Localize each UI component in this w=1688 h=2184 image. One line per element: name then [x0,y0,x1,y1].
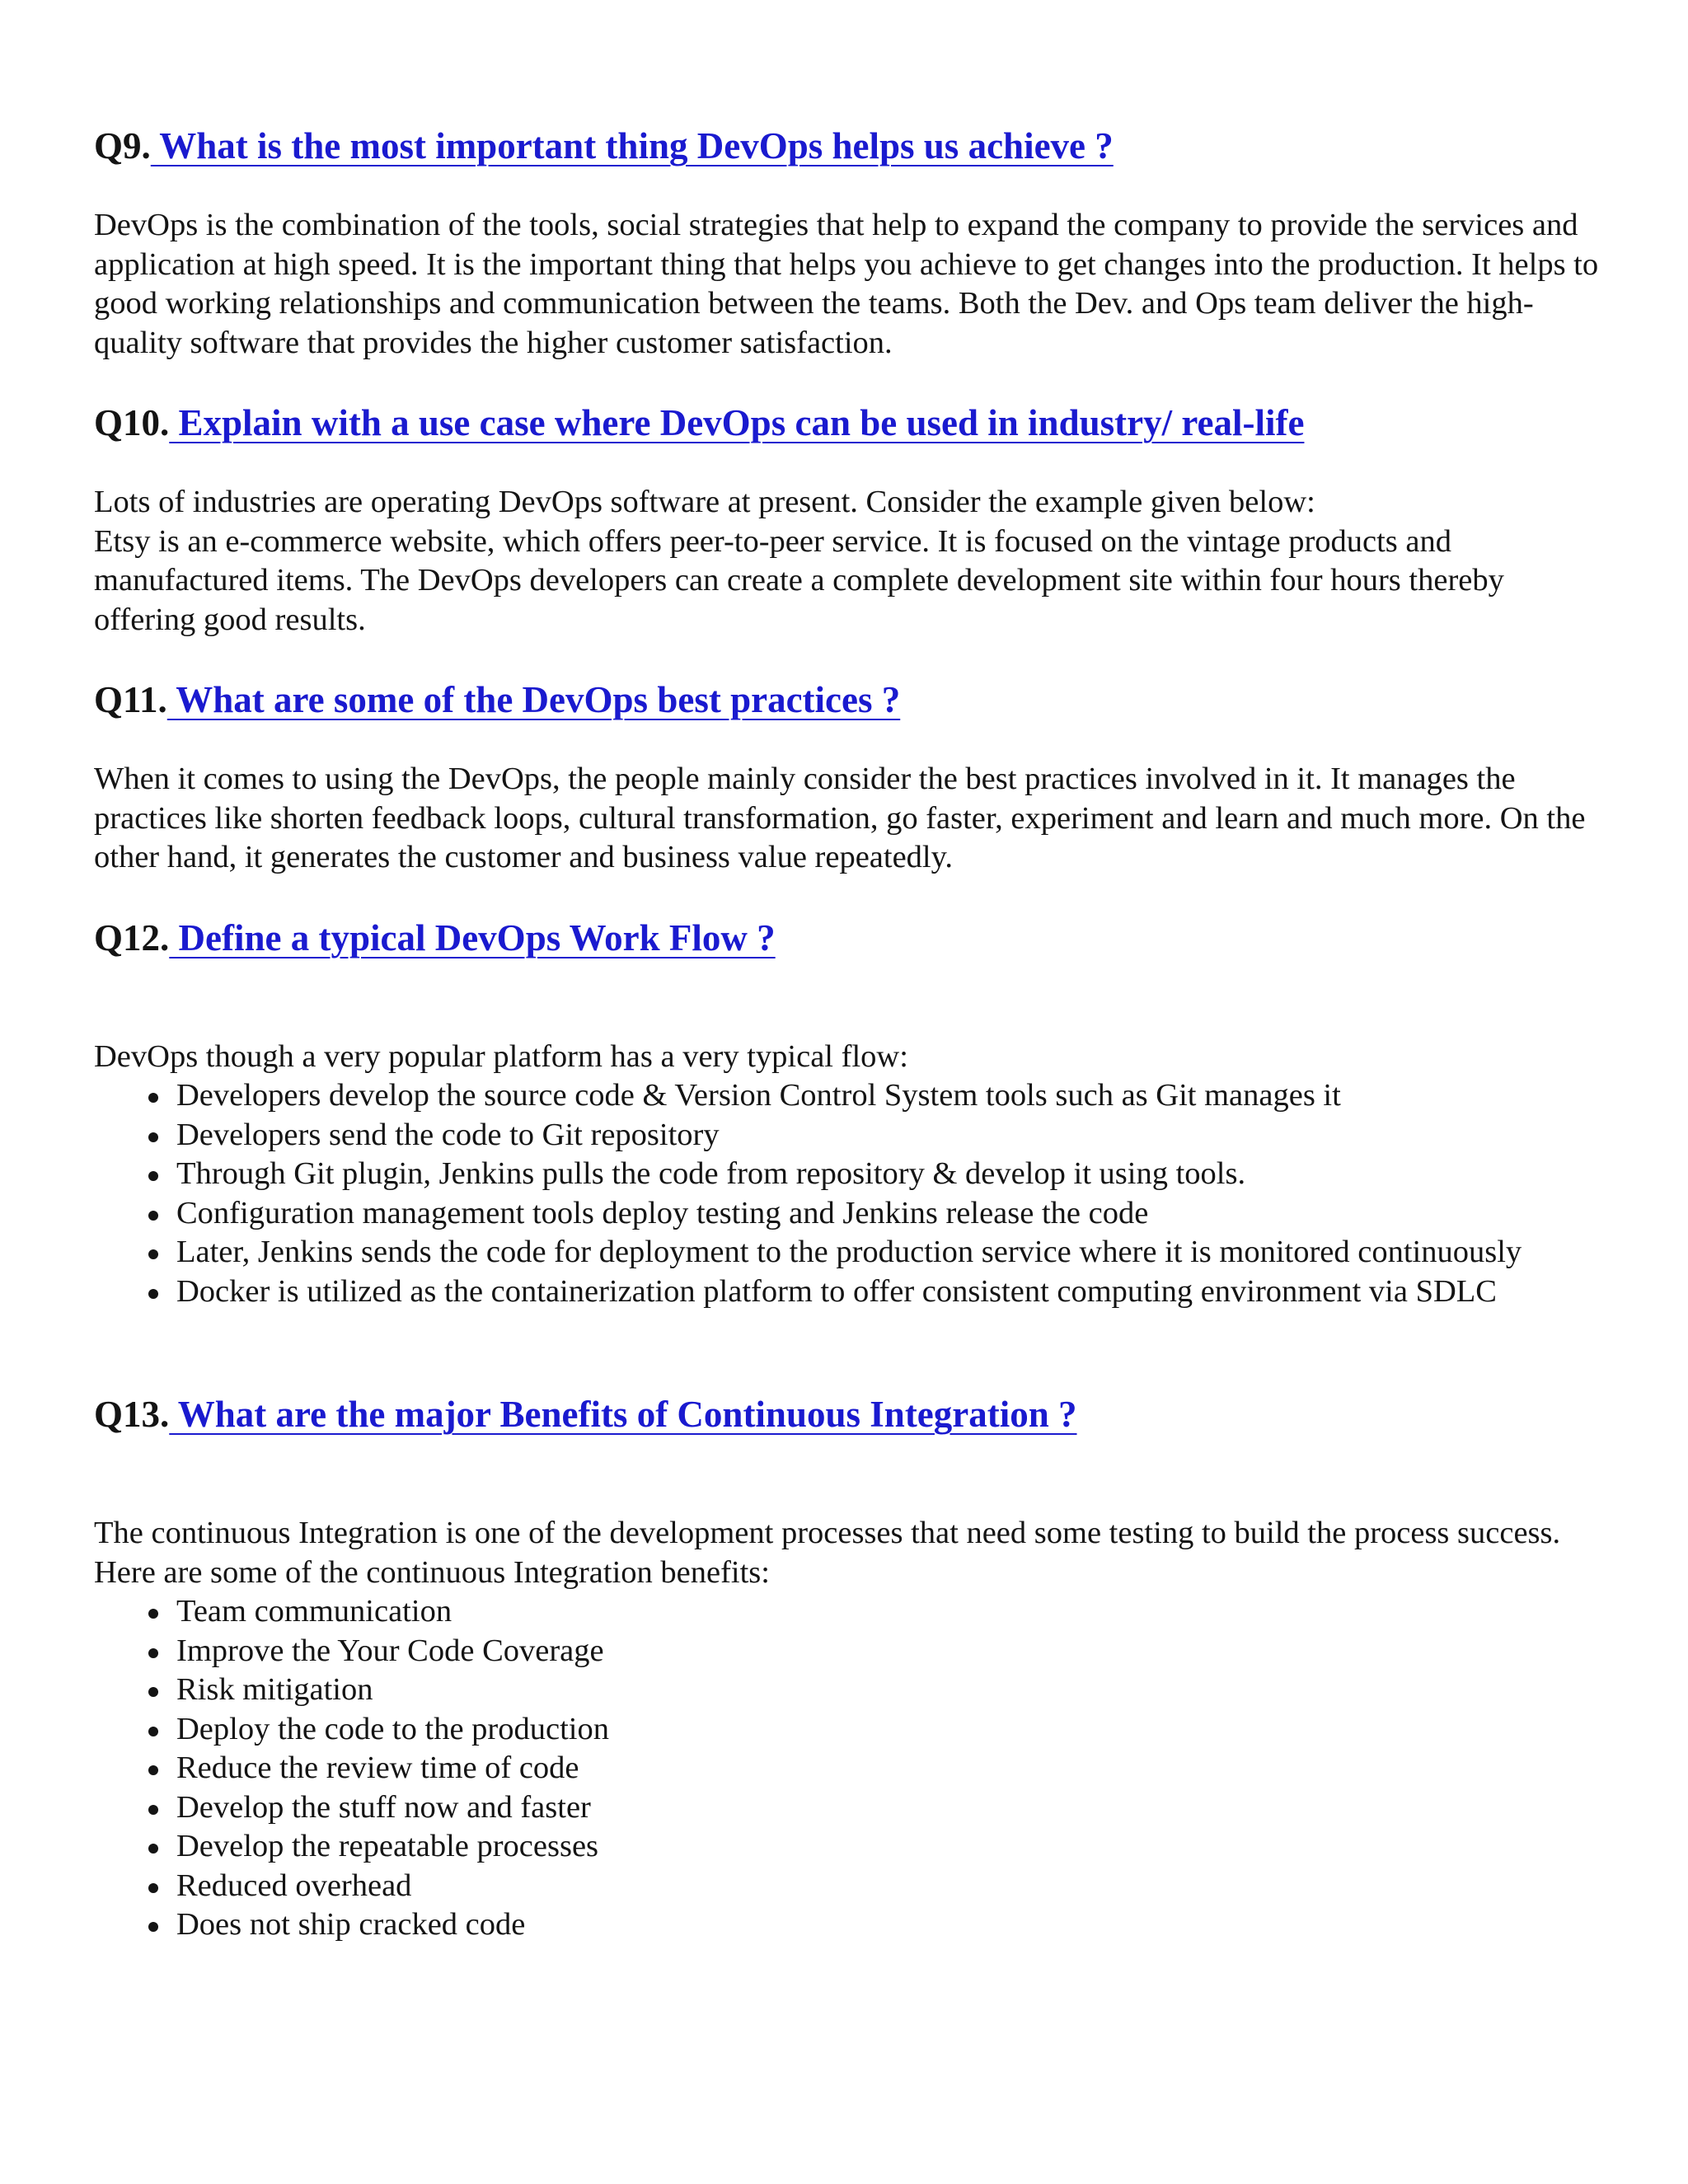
question-heading [94,124,1602,168]
list-item: Later, Jenkins sends the code for deployment to the production service where it is monitored continuously [176,1233,1602,1272]
answer-intro: DevOps though a very popular platform has a very typical flow: [94,1038,908,1074]
question-number: Q11. [94,679,167,720]
question-link[interactable]: What is the most important thing DevOps helps us achieve ? [150,125,1114,166]
bullet-list [94,1076,1602,1311]
section-q11 [94,677,1602,878]
question-number: Q9. [94,125,151,166]
question-link[interactable]: What are some of the DevOps best practices ? [166,679,901,720]
list-item: Does not ship cracked code [176,1905,1602,1945]
question-link[interactable]: What are the major Benefits of Continuous Integration ? [169,1394,1077,1435]
list-item: Reduce the review time of code [176,1749,1602,1788]
list-item: Develop the repeatable processes [176,1827,1602,1867]
answer-paragraph: Etsy is an e-commerce website, which offers peer-to-peer service. It is focused on the vintage products and manufactured items. The DevOps developers can create a complete development site within four hours thereby offering good results. [94,523,1504,637]
list-item: Developers develop the source code & Version Control System tools such as Git manages it [176,1076,1602,1116]
section-q9 [94,124,1602,363]
answer-text: DevOps is the combination of the tools, social strategies that help to expand the company to provide the services and application at high speed. It is the important thing that helps you achieve to get changes into the production. It helps to good working relationships and communication between the teams. Both the Dev. and Ops team deliver the high- quality software that provides the higher customer satisfaction. [94,208,1599,360]
section-q13 [94,1392,1602,1945]
answer-text: When it comes to using the DevOps, the people mainly consider the best practices involved in it. It manages the practices like shorten feedback loops, cultural transformation, go faster, experiment and learn and much more. On the other hand, it generates the customer and business value repeatedly. [94,762,1586,874]
question-link[interactable]: Explain with a use case where DevOps can be used in industry/ real-life [169,402,1305,443]
question-number: Q12. [94,916,170,958]
list-item: Reduced overhead [176,1867,1602,1906]
answer-text [94,483,1602,640]
section-q10 [94,401,1602,640]
bullet-list [94,1592,1602,1945]
question-heading [94,677,1602,722]
question-heading [94,1392,1602,1436]
list-item: Through Git plugin, Jenkins pulls the code from repository & develop it using tools. [176,1155,1602,1194]
question-number: Q13. [94,1394,170,1435]
answer-paragraph: Lots of industries are operating DevOps software at present. Consider the example given below: [94,485,1315,519]
list-item: Configuration management tools deploy testing and Jenkins release the code [176,1194,1602,1234]
list-item: Risk mitigation [176,1671,1602,1710]
list-item: Improve the Your Code Coverage [176,1632,1602,1671]
list-item: Docker is utilized as the containerization platform to offer consistent computing environment via SDLC [176,1272,1602,1312]
answer-intro: The continuous Integration is one of the development processes that need some testing to build the process success. Here are some of the continuous Integration benefits: [94,1516,1561,1590]
list-item: Developers send the code to Git repository [176,1116,1602,1155]
list-item: Team communication [176,1592,1602,1632]
document-page [94,124,1602,1945]
section-q12 [94,916,1602,1312]
question-heading [94,401,1602,445]
list-item: Deploy the code to the production [176,1710,1602,1750]
list-item: Develop the stuff now and faster [176,1788,1602,1828]
question-number: Q10. [94,402,170,443]
question-link[interactable]: Define a typical DevOps Work Flow ? [169,916,776,958]
question-heading [94,916,1602,960]
